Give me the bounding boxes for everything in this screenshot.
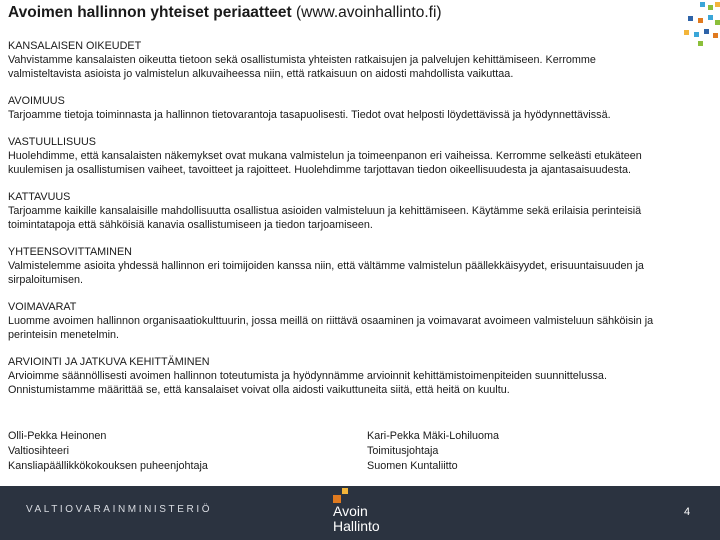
section-line: Luomme avoimen hallinnon organisaatiokulttuurin, jossa meillä on riittävä osaaminen ja voimavarat avoimeen valmisteluun sähköisin ja (8, 315, 654, 327)
section-line: Huolehdimme, että kansalaisten näkemykset ovat mukana valmistelun ja toimeenpanon eri vaiheissa. Kerromme selkeästi etukäteen (8, 150, 642, 162)
section-vastuullisuus (8, 135, 720, 177)
section-heading: AVOIMUUS (8, 95, 65, 107)
brand-line-1: Avoin (333, 503, 368, 519)
signature-left (8, 429, 208, 474)
section-line: perinteisin menetelmin. (8, 329, 120, 341)
section-heading: KANSALAISEN OIKEUDET (8, 40, 142, 52)
page-number: 4 (684, 506, 691, 518)
section-arviointi (8, 355, 720, 397)
section-line: sirpaloitumisen. (8, 274, 84, 286)
section-line: Onnistumistamme määrittää se, että kansalaiset voivat olla aidosti vaikuttuneita siitä, että heitä on kuultu. (8, 384, 510, 396)
section-line: Valmistelemme asioita yhdessä hallinnon eri toimijoiden kanssa niin, että vältämme valmistelun päällekkäisyydet, erisuuntaisuuden ja (8, 260, 644, 272)
section-heading: VASTUULLISUUS (8, 136, 96, 148)
title-main: Avoimen hallinnon yhteiset periaatteet (8, 4, 292, 21)
avoin-hallinto-logo (324, 488, 394, 538)
section-heading: VOIMAVARAT (8, 301, 77, 313)
brand-line-2: Hallinto (333, 518, 380, 534)
title-url: (www.avoinhallinto.fi) (295, 4, 442, 21)
footer-bar (0, 486, 720, 540)
section-line: valmisteltavista asioista jo valmistelun alkuvaiheessa niin, että ratkaisuun on aidosti mahdollista vaikuttaa. (8, 68, 514, 80)
page-title (8, 2, 648, 24)
signature-right (367, 429, 499, 474)
signature-role: Suomen Kuntaliitto (367, 460, 458, 472)
section-line: Tarjoamme kaikille kansalaisille mahdollisuutta osallistua asioiden valmisteluun ja kehittämiseen. Käytämme sekä erilaisia perinteisiä (8, 205, 642, 217)
logo-square-icon (333, 495, 341, 503)
section-voimavarat (8, 300, 720, 342)
section-kansalaisen-oikeudet (8, 39, 720, 81)
section-heading: ARVIOINTI JA JATKUVA KEHITTÄMINEN (8, 356, 210, 368)
section-line: kuulemisen ja osallistumisen vaiheet, tavoitteet ja rajoitteet. Huolehdimme tarjottavan tiedon oikeellisuudesta ja ajantasaisuudesta. (8, 164, 631, 176)
section-line: Arvioimme säännöllisesti avoimen hallinnon toteutumista ja hyödynnämme arvioinnit kehittämistoimenpiteiden suunnittelussa. (8, 370, 607, 382)
section-line: Vahvistamme kansalaisten oikeutta tietoon sekä osallistumista yhteisten ratkaisujen ja palvelujen kehittämiseen. Kerromme (8, 54, 596, 66)
logo-square-icon (342, 488, 348, 494)
section-yhteensovittaminen (8, 245, 720, 287)
signature-title: Toimitusjohtaja (367, 445, 439, 457)
section-avoimuus (8, 94, 720, 122)
signature-title: Valtiosihteeri (8, 445, 70, 457)
signature-role: Kansliapäällikkökokouksen puheenjohtaja (8, 460, 208, 472)
section-heading: YHTEENSOVITTAMINEN (8, 246, 132, 258)
principles-list (8, 39, 720, 410)
signature-name: Olli-Pekka Heinonen (8, 430, 107, 442)
section-line: toimintatapoja että sähköisiä kanavia osallistumiseen ja tiedon tarjoamiseen. (8, 219, 373, 231)
section-line: Tarjoamme tietoja toiminnasta ja hallinnon tietovarantoja tasapuolisesti. Tiedot ovat helposti löydettävissä ja hyödynnettävissä. (8, 109, 611, 121)
signature-name: Kari-Pekka Mäki-Lohiluoma (367, 430, 500, 442)
ministry-logo-text: VALTIOVARAINMINISTERIÖ (26, 504, 213, 515)
section-kattavuus (8, 190, 720, 232)
section-heading: KATTAVUUS (8, 191, 71, 203)
